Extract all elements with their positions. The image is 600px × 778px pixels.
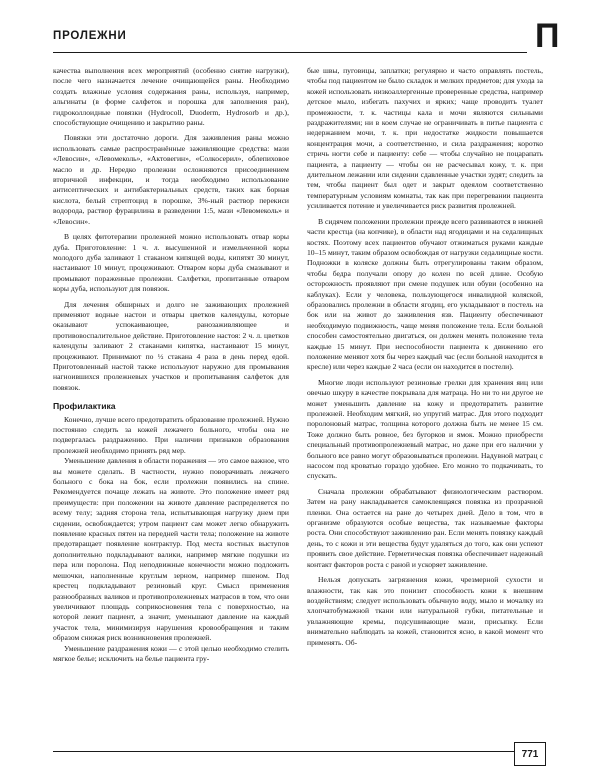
body-paragraph: В сидячем положении пролежни прежде всего развиваются в нижней части крестца (на копчике), в области над ягодицами и на седалищных костях. Поэтому всех пациентов обучают отжиматься руками каждые 10–15 минут, таким образом освобождая от нагрузки седалищные кости. Подножки в коляске должны быть отрегулированы таким образом, чтобы бедра получали опору до колен по всей длине. Особую осторожность проявляют при смене подушек или обуви (особенно на каблуках). Если у человека, пользующегося инвалидной коляской, образовались пролежни в области ягодиц, его укладывают в постель на бок или на живот до заживления язв. Пациенту обеспечивают необходимую подвижность, чаще меняя положение тела. Если больной способен самостоятельно двигаться, он должен менять положение тела каждые 15 минут. При неспособности пациента к движению его положение меняют хотя бы через каждый час (если больной находится в кресле) или через каждые 2 часа (если он находится в постели). <box>307 216 543 372</box>
right-column <box>307 66 543 648</box>
page-number: 771 <box>514 742 546 766</box>
body-paragraph: Конечно, лучше всего предотвратить образование пролежней. Нужно постоянно следить за кожей лежачего больного, чтобы она не подвергалась раздражению. При наличии признаков образования пролежней необходимо принять ряд мер. <box>53 414 289 455</box>
footer-rule <box>53 751 527 752</box>
body-paragraph: Многие люди используют резиновые грелки для хранения яиц или овечью шкуру в качестве покрывала для матраца. Но ни то ни другое не может уменьшить давление на кожу и предотвратить развитие пролежней. Необходим мягкий, но упругий матрас. Для этого подходит поролоновый матрас, толщина которого должна быть не менее 15 см. Тоже должно быть ровное, без бугорков и ямок. Можно приобрести специальный противопролежневый матрас, но даже при его наличии у больного все равно могут образовываться пролежни. Надувной матрац с насосом под кроватью гораздо удобнее. Его можно то подкачивать, то спускать. <box>307 377 543 481</box>
body-paragraph: В целях фитотерапии пролежней можно использовать отвар коры дуба. Приготовление: 1 ч. л. высушенной и измельченной коры молодого дуба заливают 1 стаканом кипящей воды, кипятят 30 минут, настаивают 10 минут, процеживают. Отваром коры дуба смазывают и промывают пораженные пролежни. Салфетки, пропитанные отваром коры дуба, используют для повязок. <box>53 232 289 294</box>
body-paragraph: Уменьшение давления в области поражения — это самое важное, что вы можете сделать. В частности, нужно поворачивать лежачего больного с бока на бок, если пролежни появились на спине. Рекомендуется почаще лежать на животе. Это положение имеет ряд преимуществ: при положении на животе давление распределяется по всему телу; задняя сторона тела, испытывающая нагрузку днем при сидении, освобождается; утром пациент сам может легко обнаружить появление красных пятен на передней части тела; положение на животе предотвращает появление контрактур. Под места костных выступов дополнительно подкладывают валики, например мягкие подушки из пера или поролона. Под неподвижные конечности можно подложить мешочки, наполненные круглым зерном, например пшеном. Под крестец подкладывают резиновый круг. Смысл применения разнообразных валиков и противопролежневых матрасов в том, что они увеличивают площадь соприкосновения тела с поверхностью, на которой лежит пациент, а значит, уменьшают давление на каждый участок тела, минимизируя нарушения кровообращения и таким образом снижая риск возникновения пролежней. <box>53 456 289 643</box>
body-paragraph: качества выполнения всех мероприятий (особенно снятие нагрузки), после чего назначается лечение очищающейся раны. Необходимо создать влажные условия содержания раны, используя, например, альгинаты (в форме салфеток и порошка для заполнения ран), гидроколлоидные повязки (Hydrocoll, Duoderm, Hydrosorb и др.), способствующие очищению и закрытию раны. <box>53 66 289 128</box>
body-paragraph: Сначала пролежни обрабатывают физиологическим раствором. Затем на рану накладывается самоклеящаяся повязка из прозрачной пленки. Она остается на ране до четырех дней. Дело в том, что в организме образуются особые вещества, так называемые факторы роста. Они способствуют заживлению ран. Если менять повязку каждый день, то с кожи и эти вещества будут удаляться до того, как они успеют проявить свое действие. Герметическая повязка обеспечивает надежный контакт факторов роста с раной и ускоряет заживление. <box>307 486 543 569</box>
header-rule <box>53 52 527 53</box>
section-letter: П <box>535 17 560 55</box>
body-paragraph: Для лечения обширных и долго не заживающих пролежней применяют водные настои и отвары цветков календулы, которые оказывают успокаивающее, ранозаживляющее и противовоспалительное действие. Приготовление настоя: 2 ч. л. цветков календулы заливают 2 стаканами кипятка, настаивают 15 минут, процеживают. Принимают по ½ стакана 4 раза в день перед едой. Приготовленный настой также используют наружно для промывания нагноившихся пролежневых участков и пропитывания салфеток для повязок. <box>53 299 289 392</box>
body-paragraph: Нельзя допускать загрязнения кожи, чрезмерной сухости и влажности, так как это понизит способность кожи к внешним воздействиям; следует использовать обычную воду, мыло и мочалку из хлопчатобумажной ткани или натуральной губки, питательные и увлажняющие кремы, подсушивающие мази, присыпку. Если внимательно наблюдать за кожей, становится ясно, в какой момент что применять. Об- <box>307 575 543 647</box>
subheading-prevention: Профилактика <box>53 401 116 412</box>
left-column <box>53 66 289 664</box>
body-paragraph: бые швы, пуговицы, заплатки; регулярно и часто оправлять постель, чтобы под пациентом не было складок и мелких предметов; для ухода за кожей использовать низкоаллергенные проверенные средства, например детское мыло, избегать пахучих и ярких; чаще проводить туалет промежности, т. к. частицы кала и мочи являются сильными раздражителями; ни в коем случае не ограничивать в питье пациента с недержанием мочи, т. к. при недостатке жидкости повышается концентрация мочи, а соответственно, и сила раздражения; коротко стричь ногти себе и пациенту: себе — чтобы случайно не поцарапать пациента, а пациенту — чтобы он не расчесывал кожу, т. к. при длительном лежании или сидении сдавленные участки зудят; следить за тем, чтобы пациент был одет и закрыт одеялом соответственно температурным условиям комнаты, так как при перегревании пациента усиливается потение и увеличивается риск развития пролежней. <box>307 66 543 211</box>
body-paragraph: Уменьшение раздражения кожи — с этой целью необходимо стелить мягкое белье; исключить на белье пациента гру- <box>53 643 289 663</box>
body-paragraph: Повязки эти достаточно дороги. Для заживления раны можно использовать самые распространённые заживляющие средства: мази «Левосин», «Левомеколь», «Актовегин», «Солкосерил», облепиховое масло и др. Нередко пролежни осложняются присоединением вторичной инфекции, и тогда необходимо использование антисептических и антибактериальных средств, таких как борная кислота, белый стрептоцид в порошке, 3%-ный раствор перекиси водорода, раствор фурацилина в разведении 1:5, мази «Левомеколь» и «Левосин». <box>53 133 289 226</box>
running-header-title: ПРОЛЕЖНИ <box>53 30 127 42</box>
